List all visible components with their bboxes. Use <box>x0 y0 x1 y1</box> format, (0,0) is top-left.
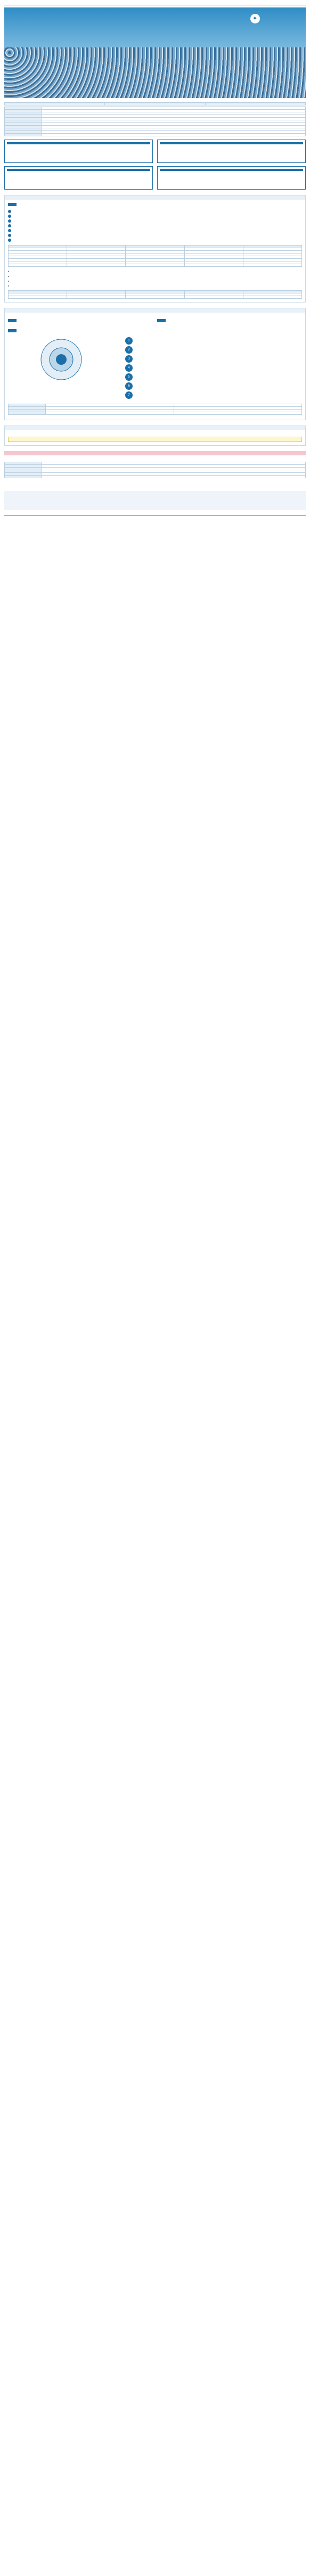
staff-notes <box>8 269 302 288</box>
program-row <box>9 412 302 415</box>
bullet-icon <box>8 229 11 232</box>
vision-bullet <box>8 214 302 218</box>
crowd-photo <box>4 47 306 98</box>
flow-step: 2 <box>125 346 302 354</box>
hero-banner <box>4 7 306 98</box>
vision-panel <box>4 195 306 302</box>
vision-bullet <box>8 238 302 242</box>
vision-bullet <box>8 233 302 237</box>
service-time-3 <box>205 103 305 105</box>
service-time-2 <box>105 103 205 105</box>
vision-title <box>5 195 305 200</box>
service-time-1 <box>5 103 105 105</box>
flow-step: 5 <box>125 373 302 381</box>
vision-bullet <box>8 224 302 227</box>
sermon-panel <box>4 426 306 446</box>
church-logo-icon: ✦ <box>250 14 260 23</box>
sermon-highlight <box>8 437 302 442</box>
program-table <box>8 404 302 415</box>
flow-step: 4 <box>125 364 302 372</box>
flow-step: 3 <box>125 355 302 363</box>
group-header <box>157 319 166 322</box>
flow-step: 1 <box>125 337 302 345</box>
dawn-service-box <box>4 166 153 190</box>
flow-title <box>8 329 17 332</box>
service-boxes-row-1 <box>4 140 306 163</box>
generation-title <box>5 308 305 313</box>
flow-step: 7 <box>125 391 302 399</box>
schedule-row <box>9 296 302 299</box>
generation-panel <box>4 308 306 420</box>
worship-table <box>4 102 306 105</box>
bullet-icon <box>8 210 11 213</box>
wed-service-box <box>4 140 153 163</box>
bullet-icon <box>8 219 11 223</box>
flow-diagram <box>8 336 120 400</box>
top-info-line <box>4 3 306 5</box>
fri-service-box <box>157 140 306 163</box>
column-essay <box>4 491 306 510</box>
flow-steps <box>125 336 302 400</box>
staff-table <box>8 245 302 267</box>
service-boxes-row-2 <box>4 166 306 190</box>
sermon-title <box>5 426 305 430</box>
extra-notice <box>4 478 306 485</box>
circle-diagram <box>8 336 115 383</box>
footer <box>4 516 306 518</box>
dept-header <box>8 319 17 322</box>
flow-step: 6 <box>125 382 302 390</box>
worship-order-table <box>4 107 306 136</box>
vision-heading <box>8 203 17 206</box>
bulletin-page <box>0 0 310 521</box>
schedule-table <box>8 290 302 299</box>
offering-table <box>4 462 306 478</box>
offering-row <box>5 476 306 478</box>
news-list <box>4 455 306 462</box>
bullet-icon <box>8 215 11 218</box>
staff-row <box>9 264 302 267</box>
vision-bullet <box>8 219 302 223</box>
news-title <box>4 451 306 455</box>
bullet-icon <box>8 224 11 227</box>
worship-row <box>5 134 306 136</box>
vision-bullet <box>8 228 302 232</box>
vision-bullet <box>8 209 302 213</box>
bullet-icon <box>8 234 11 237</box>
bullet-icon <box>8 239 11 242</box>
youth-service-box <box>157 166 306 190</box>
church-logo-block <box>211 13 301 24</box>
